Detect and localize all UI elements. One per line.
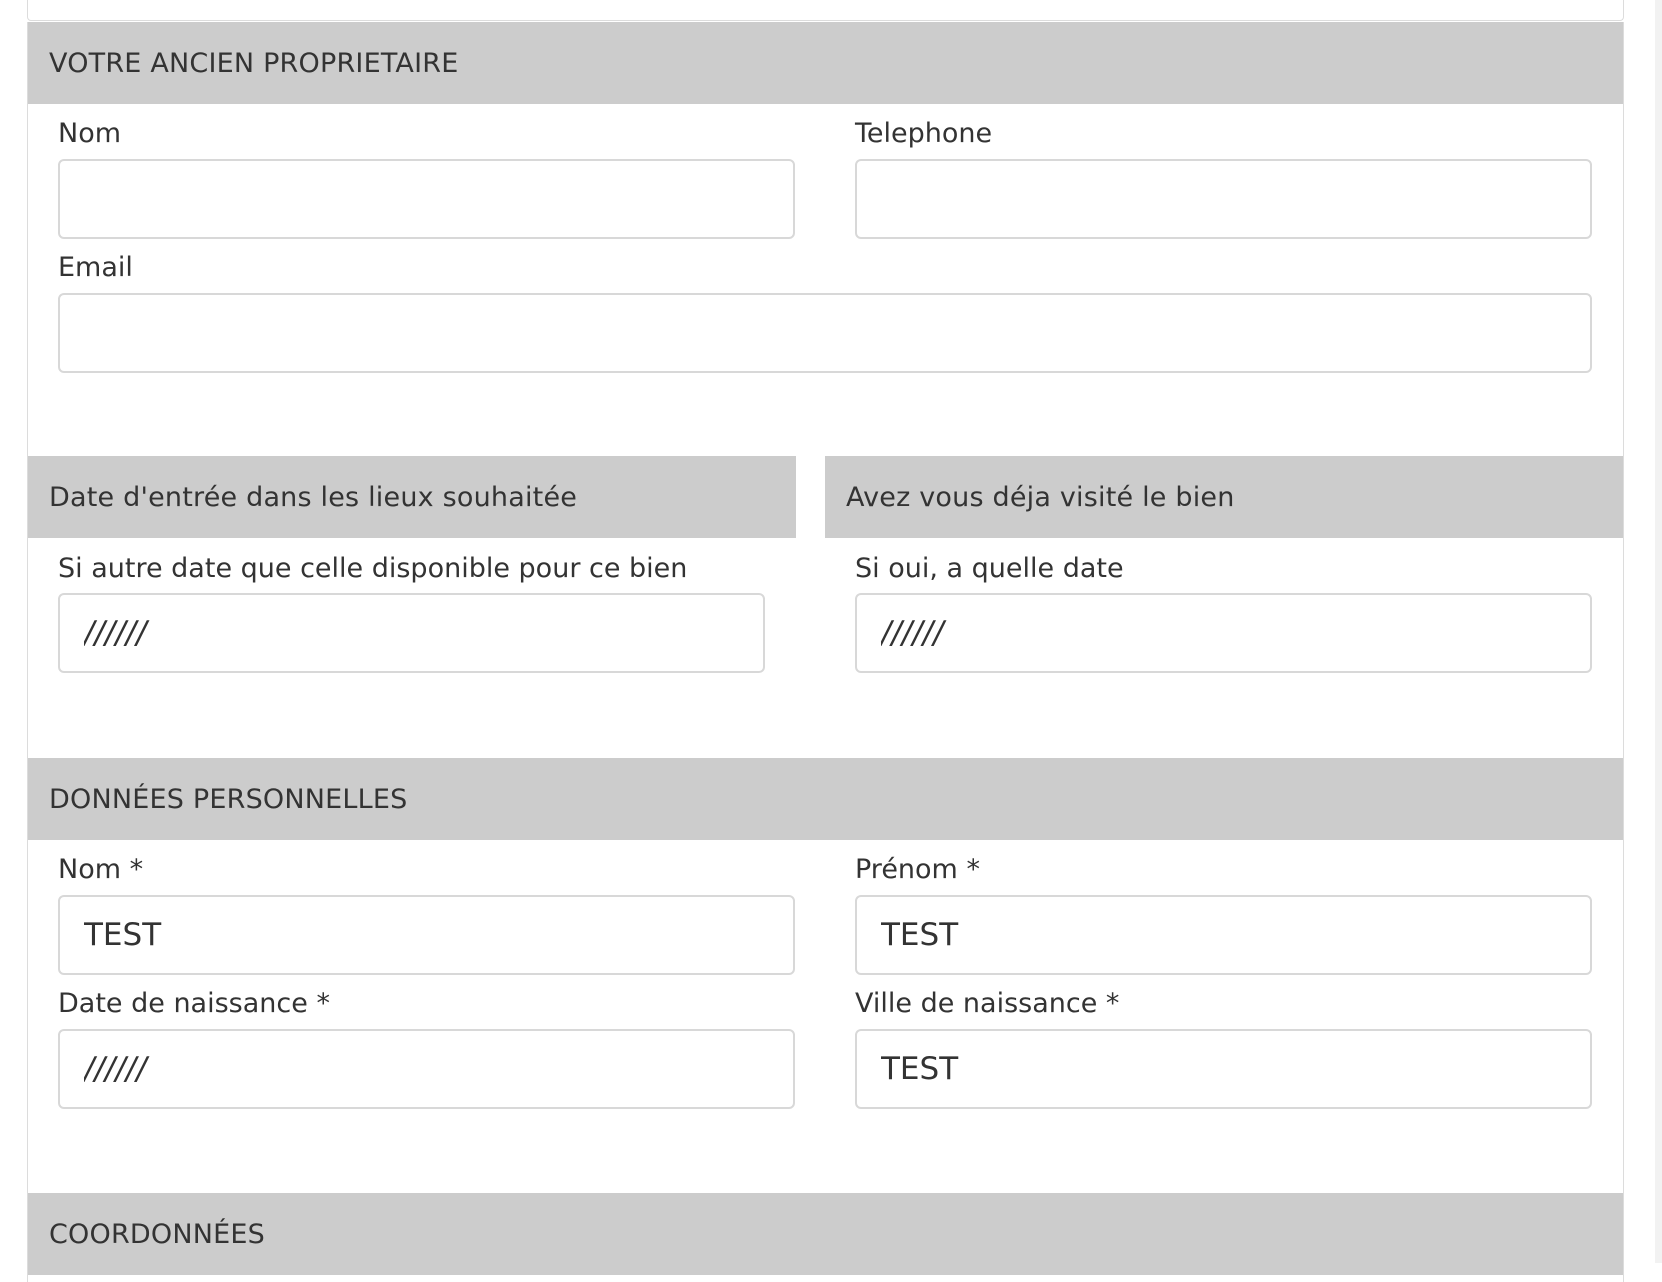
previous-owner-telephone-input[interactable] <box>855 159 1592 239</box>
move-in-date-label: Si autre date que celle disponible pour ce bien <box>58 553 688 584</box>
visit-date-label: Si oui, a quelle date <box>855 553 1124 584</box>
previous-owner-email-label: Email <box>58 252 133 283</box>
visit-date-input[interactable] <box>855 593 1592 673</box>
section-header-previous-owner: VOTRE ANCIEN PROPRIETAIRE <box>28 22 1623 104</box>
birth-date-label: Date de naissance * <box>58 988 330 1019</box>
section-header-move-in-date: Date d'entrée dans les lieux souhaitée <box>28 456 796 538</box>
personal-name-input[interactable] <box>58 895 795 975</box>
personal-firstname-label: Prénom * <box>855 854 980 885</box>
previous-owner-name-input[interactable] <box>58 159 795 239</box>
section-header-personal-data: DONNÉES PERSONNELLES <box>28 758 1623 840</box>
previous-owner-telephone-label: Telephone <box>855 118 993 149</box>
previous-owner-email-input[interactable] <box>58 293 1592 373</box>
move-in-date-input[interactable] <box>58 593 765 673</box>
birth-city-input[interactable] <box>855 1029 1592 1109</box>
personal-firstname-input[interactable] <box>855 895 1592 975</box>
personal-name-label: Nom * <box>58 854 144 885</box>
page-scroll-gutter <box>1655 0 1662 1263</box>
previous-owner-name-label: Nom <box>58 118 122 149</box>
birth-date-input[interactable] <box>58 1029 795 1109</box>
section-header-contact-details: COORDONNÉES <box>28 1193 1623 1275</box>
section-header-visited: Avez vous déja visité le bien <box>825 456 1623 538</box>
previous-card-bottom <box>27 0 1624 21</box>
birth-city-label: Ville de naissance * <box>855 988 1120 1019</box>
